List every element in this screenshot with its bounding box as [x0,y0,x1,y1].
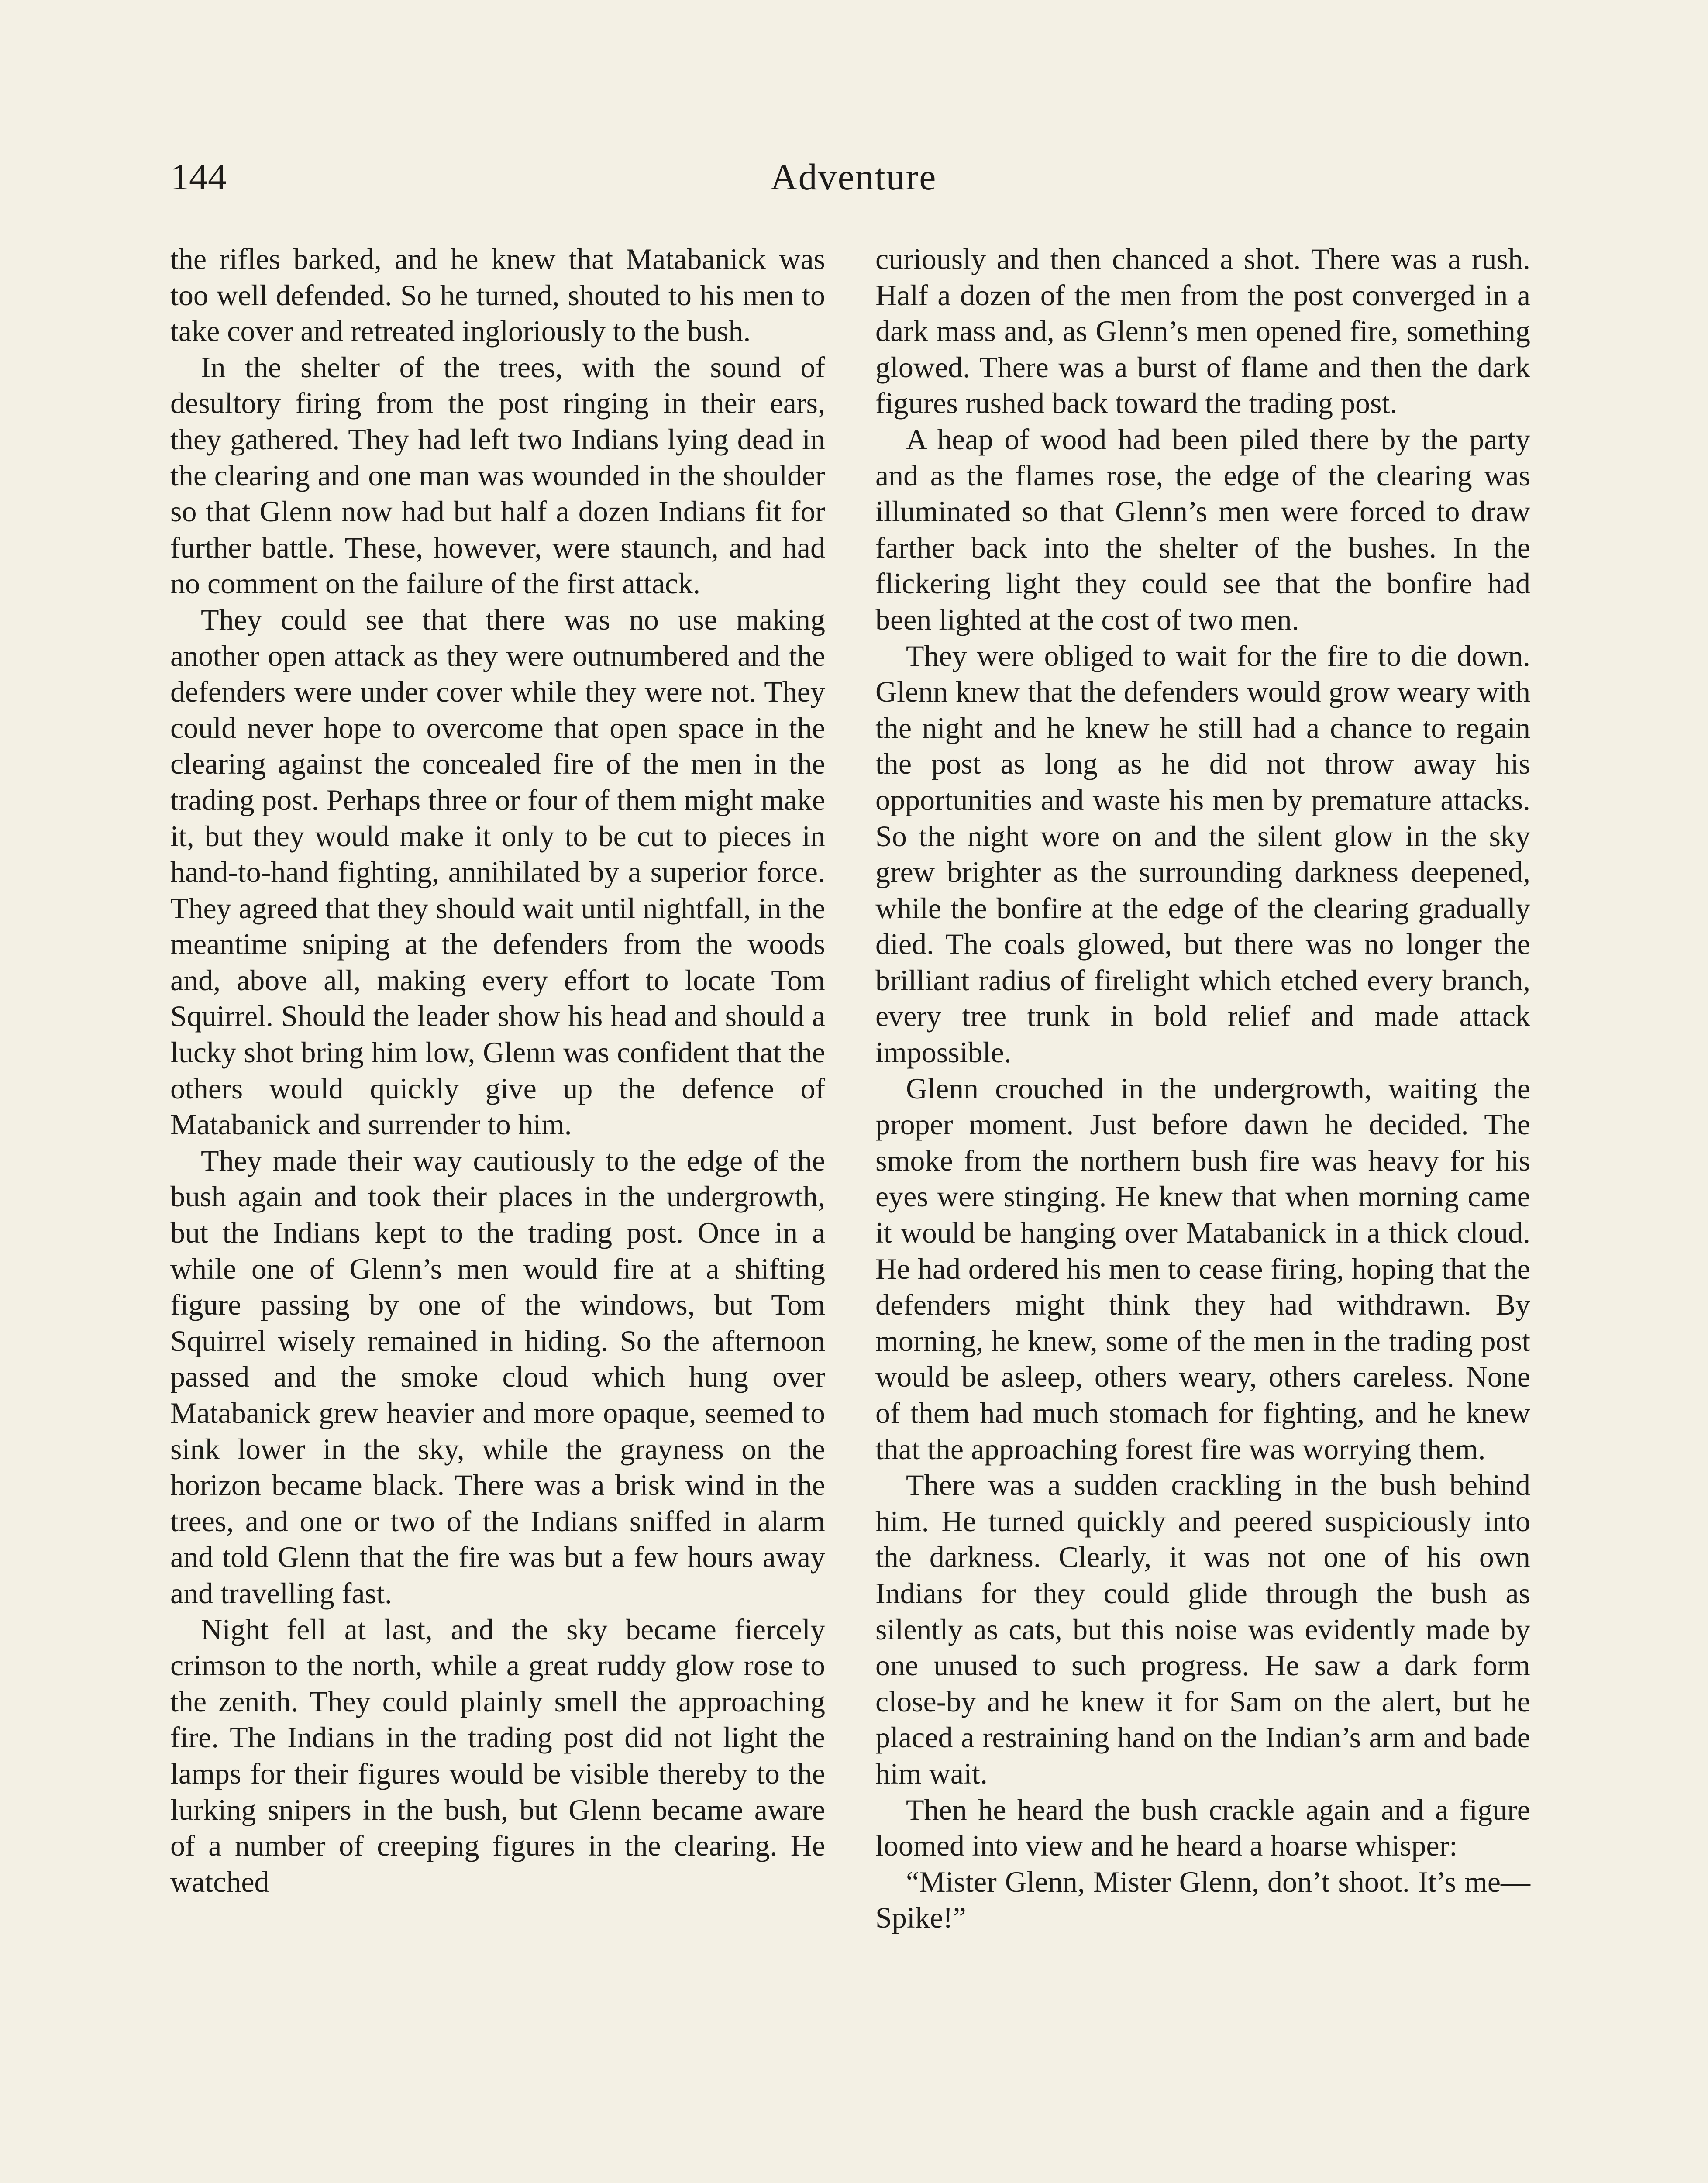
paragraph: There was a sudden crackling in the bush behind him. He turned quickly and peered suspiciously into the darkness. Clearly, it was not one of his own Indians for they could glide through the bush as silently as cats, but this noise was evidently made by one unused to such progress. He saw a dark form close-by and he knew it for Sam on the alert, but he placed a restraining hand on the Indian’s arm and bade him wait. [875,1468,1530,1790]
paragraph: Then he heard the bush crackle again and a figure loomed into view and he heard a hoarse whisper: [875,1793,1530,1863]
page-number: 144 [170,156,227,198]
paragraph: In the shelter of the trees, with the sound of desultory firing from the post ringing in their ears, they gathered. They had left two Indians lying dead in the clearing and one man was wounded in the shoulder so that Glenn now had but half a dozen Indians fit for further battle. These, however, were staunch, and had no comment on the failure of the first attack. [170,350,825,600]
paragraph: They were obliged to wait for the fire to die down. Glenn knew that the defenders would grow weary with the night and he knew he still had a chance to regain the post as long as he did not throw away his opportunities and waste his men by premature attacks. So the night wore on and the silent glow in the sky grew brighter as the surrounding darkness deepened, while the bonfire at the edge of the clearing gradually died. The coals glowed, but there was no longer the brilliant radius of firelight which etched every branch, every tree trunk in bold relief and made attack impossible. [875,639,1530,1069]
paragraph: Night fell at last, and the sky became fiercely crimson to the north, while a great ruddy glow rose to the zenith. They could plainly smell the approaching fire. The Indians in the trading post did not light the lamps for their figures would be visible thereby to the lurking snipers in the bush, but Glenn became aware of a number of creeping figures in the clearing. He watched [170,1612,825,1898]
paragraph: They made their way cautiously to the edge of the bush again and took their places in the undergrowth, but the Indians kept to the trading post. Once in a while one of Glenn’s men would fire at a shifting figure passing by one of the windows, but Tom Squirrel wisely remained in hiding. So the afternoon passed and the smoke cloud which hung over Matabanick grew heavier and more opaque, seemed to sink lower in the sky, while the grayness on the horizon became black. There was a brisk wind in the trees, and one or two of the Indians sniffed in alarm and told Glenn that the fire was but a few hours away and travelling fast. [170,1143,825,1610]
left-column [170,241,825,1900]
paragraph: Glenn crouched in the undergrowth, waiting the proper moment. Just before dawn he decided. The smoke from the northern bush fire was heavy for his eyes were stinging. He knew that when morning came it would be hanging over Matabanick in a thick cloud. He had ordered his men to cease firing, hoping that the defenders might think they had withdrawn. By morning, he knew, some of the men in the trading post would be asleep, others weary, others careless. None of them had much stomach for fighting, and he knew that the approaching forest fire was worrying them. [875,1071,1530,1466]
paragraph: “Mister Glenn, Mister Glenn, don’t shoot. It’s me—Spike!” [875,1865,1530,1935]
paragraph: They could see that there was no use making another open attack as they were outnumbered and the defenders were under cover while they were not. They could never hope to overcome that open space in the clearing against the concealed fire of the men in the trading post. Perhaps three or four of them might make it, but they would make it only to be cut to pieces in hand-to-hand fighting, annihilated by a superior force. They agreed that they should wait until nightfall, in the meantime sniping at the defenders from the woods and, above all, making every effort to locate Tom Squirrel. Should the leader show his head and should a lucky shot bring him low, Glenn was confident that the others would quickly give up the defence of Matabanick and surrender to him. [170,603,825,1141]
paragraph: the rifles barked, and he knew that Matabanick was too well defended. So he turned, shouted to his men to take cover and retreated ingloriously to the bush. [170,242,825,348]
page-header [170,151,1537,220]
right-column [875,241,1530,1936]
running-title: Adventure [770,156,937,198]
paragraph: A heap of wood had been piled there by the party and as the flames rose, the edge of the clearing was illuminated so that Glenn’s men were forced to draw farther back into the shelter of the bushes. In the flickering light they could see that the bonfire had been lighted at the cost of two men. [875,422,1530,636]
paragraph: curiously and then chanced a shot. There was a rush. Half a dozen of the men from the post converged in a dark mass and, as Glenn’s men opened fire, something glowed. There was a burst of flame and then the dark figures rushed back toward the trading post. [875,242,1530,420]
